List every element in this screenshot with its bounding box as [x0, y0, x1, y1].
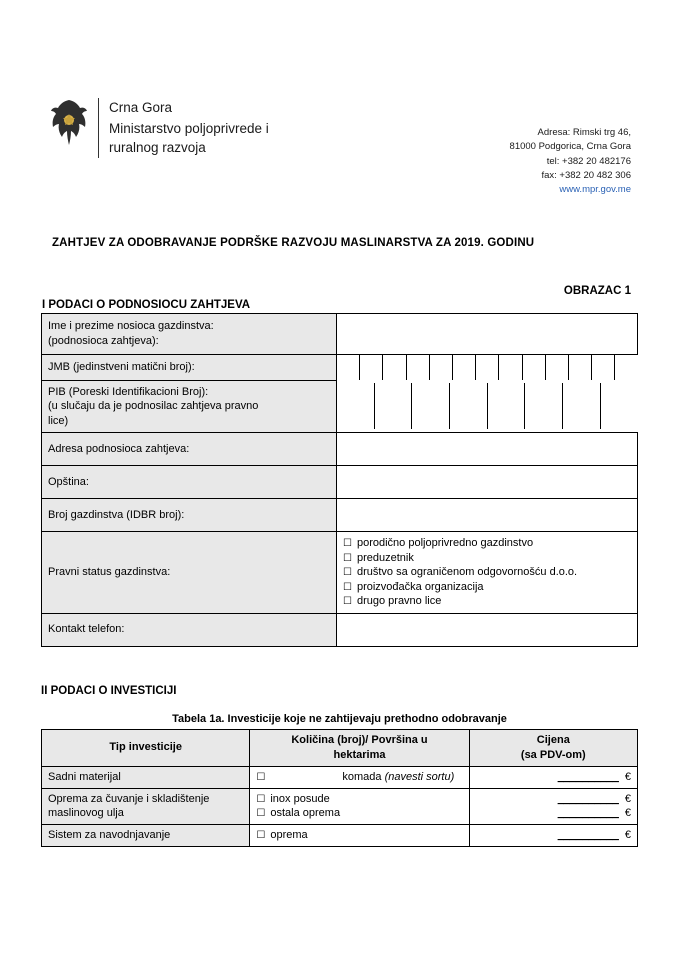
column-header-quantity [250, 730, 469, 767]
country-name: Crna Gora [109, 100, 173, 115]
pib-digit-6[interactable] [525, 383, 563, 429]
table-row-municipality [42, 466, 638, 499]
table-row-name [42, 314, 638, 355]
label-pib-line-2: (u slučaju da je podnosilac zahtjeva pravno [48, 400, 259, 413]
price-input-blank[interactable]: __________ [557, 829, 619, 842]
fax: fax: +382 20 482 306 [541, 169, 631, 181]
coat-of-arms-icon [48, 98, 90, 150]
pib-digit-3[interactable] [412, 383, 450, 429]
field-jmb[interactable] [337, 355, 638, 381]
jmb-digit-12[interactable] [592, 355, 615, 380]
label-full-name [42, 314, 337, 355]
legal-status-option-2[interactable] [343, 551, 631, 566]
jmb-digit-13[interactable] [615, 355, 637, 380]
table-row-address [42, 433, 638, 466]
investment-type-storage-equipment [42, 788, 250, 825]
jmb-digit-boxes[interactable] [337, 355, 638, 380]
jmb-digit-10[interactable] [546, 355, 569, 380]
pib-digit-5[interactable] [488, 383, 526, 429]
field-address[interactable] [337, 433, 638, 466]
checkbox-icon[interactable]: ☐ [343, 581, 352, 593]
applicant-data-table [41, 313, 638, 647]
investment-type-storage-line-1: Oprema za čuvanje i skladištenje [48, 792, 210, 805]
table-row-legal-status [42, 532, 638, 614]
document-header [48, 98, 631, 197]
label-pib-line-1: PIB (Poreski Identifikacioni Broj): [48, 385, 209, 398]
checkbox-icon[interactable]: ☐ [256, 771, 266, 783]
table-row [42, 766, 638, 788]
jmb-digit-7[interactable] [476, 355, 499, 380]
checkbox-icon[interactable]: ☐ [343, 596, 352, 608]
jmb-digit-1[interactable] [337, 355, 360, 380]
column-header-quantity-line-1: Količina (broj)/ Površina u [291, 734, 428, 746]
pib-digit-4[interactable] [450, 383, 488, 429]
legal-status-label-1: porodično poljoprivredno gazdinstvo [356, 537, 534, 550]
pib-digit-boxes[interactable] [337, 383, 638, 429]
contact-block [510, 126, 631, 197]
label-address: Adresa podnosioca zahtjeva: [42, 433, 337, 466]
jmb-digit-2[interactable] [360, 355, 383, 380]
checkbox-icon[interactable]: ☐ [343, 552, 352, 564]
brand-block [48, 98, 269, 158]
table-row [42, 788, 638, 825]
legal-status-option-3[interactable] [343, 565, 631, 580]
currency-symbol: € [624, 829, 631, 842]
field-pib[interactable] [337, 380, 638, 433]
table-row-idbr [42, 499, 638, 532]
label-municipality: Opština: [42, 466, 337, 499]
currency-symbol: € [624, 792, 631, 805]
pib-digit-2[interactable] [375, 383, 413, 429]
label-full-name-line-1: Ime i prezime nosioca gazdinstva: [48, 320, 214, 333]
table-header-row [42, 730, 638, 767]
table-row [42, 825, 638, 847]
price-storage-equipment[interactable] [469, 788, 637, 825]
brand-text [109, 98, 269, 158]
field-full-name[interactable] [337, 314, 638, 355]
label-jmb: JMB (jedinstveni matični broj): [42, 355, 337, 381]
legal-status-label-3: društvo sa ograničenom odgovornošću d.o.o. [356, 566, 578, 579]
legal-status-label-5: drugo pravno lice [356, 595, 442, 608]
table-1a-caption: Tabela 1a. Investicije koje ne zahtijevaju prethodno odobravanje [172, 713, 507, 725]
storage-option-1[interactable] [256, 792, 462, 807]
pib-digit-8[interactable] [601, 383, 638, 429]
column-header-type: Tip investicije [42, 730, 250, 767]
column-header-price-line-1: Cijena [536, 734, 570, 746]
ministry-line-2: ruralnog razvoja [109, 140, 206, 156]
quantity-hint: (navesti sortu) [384, 770, 455, 783]
legal-status-label-2: preduzetnik [356, 551, 414, 564]
table-row-phone [42, 613, 638, 646]
irrigation-option-1[interactable] [256, 828, 462, 843]
price-input-blank[interactable]: __________ [557, 792, 619, 805]
column-header-quantity-line-2: hektarima [333, 748, 386, 761]
section-2-heading: II PODACI O INVESTICIJI [41, 685, 177, 697]
jmb-digit-4[interactable] [407, 355, 430, 380]
label-idbr: Broj gazdinstva (IDBR broj): [42, 499, 337, 532]
form-code: OBRAZAC 1 [563, 285, 631, 297]
storage-option-label-1: inox posude [270, 792, 330, 805]
page-title: ZAHTJEV ZA ODOBRAVANJE PODRŠKE RAZVOJU MASLINARSTVA ZA 2019. GODINU [52, 237, 535, 249]
price-input-blank[interactable]: __________ [557, 770, 619, 783]
legal-status-option-4[interactable] [343, 580, 631, 595]
address-line-1: Adresa: Rimski trg 46, [537, 127, 631, 138]
investment-type-irrigation: Sistem za navodnjavanje [42, 825, 250, 847]
storage-option-2[interactable] [256, 806, 462, 821]
checkbox-icon[interactable]: ☐ [256, 808, 266, 820]
quantity-storage-equipment[interactable] [250, 788, 469, 825]
jmb-digit-8[interactable] [499, 355, 522, 380]
legal-status-option-1[interactable] [343, 536, 631, 551]
label-full-name-line-2: (podnosioca zahtjeva): [48, 335, 159, 347]
column-header-price [469, 730, 637, 767]
pib-digit-7[interactable] [563, 383, 601, 429]
jmb-digit-6[interactable] [453, 355, 476, 380]
ministry-line-1: Ministarstvo poljoprivrede i [109, 120, 269, 136]
section-1-heading: I PODACI O PODNOSIOCU ZAHTJEVA [42, 299, 251, 311]
investment-type-storage-line-2: maslinovog ulja [48, 807, 124, 820]
quantity-unit-label: komada [342, 770, 382, 783]
legal-status-option-5[interactable] [343, 594, 631, 609]
price-input-blank[interactable]: __________ [557, 807, 619, 820]
jmb-digit-3[interactable] [383, 355, 406, 380]
investment-table [41, 729, 638, 847]
quantity-irrigation[interactable] [250, 825, 469, 847]
field-legal-status[interactable] [337, 532, 638, 614]
checkbox-icon[interactable]: ☐ [256, 830, 266, 842]
field-idbr[interactable] [337, 499, 638, 532]
quantity-planting-material[interactable] [250, 766, 469, 788]
checkbox-icon[interactable]: ☐ [343, 538, 352, 550]
label-pib-line-3: lice) [48, 414, 69, 427]
label-phone: Kontakt telefon: [42, 613, 337, 646]
currency-symbol: € [624, 770, 631, 783]
website-link[interactable]: www.mpr.gov.me [559, 184, 631, 195]
pib-digit-1[interactable] [337, 383, 375, 429]
brand-divider [98, 98, 99, 158]
investment-type-planting-material: Sadni materijal [42, 766, 250, 788]
jmb-digit-11[interactable] [569, 355, 592, 380]
jmb-digit-5[interactable] [430, 355, 453, 380]
table-row-jmb [42, 355, 638, 381]
checkbox-icon[interactable]: ☐ [256, 793, 266, 805]
irrigation-option-label-1: oprema [270, 829, 308, 842]
label-pib [42, 380, 337, 433]
jmb-digit-9[interactable] [523, 355, 546, 380]
address-line-2: 81000 Podgorica, Crna Gora [509, 141, 631, 153]
field-phone[interactable] [337, 613, 638, 646]
label-legal-status: Pravni status gazdinstva: [42, 532, 337, 614]
telephone: tel: +382 20 482176 [546, 155, 631, 167]
column-header-price-line-2: (sa PDV-om) [520, 748, 586, 761]
storage-option-label-2: ostala oprema [270, 807, 341, 820]
currency-symbol: € [624, 807, 631, 820]
table-row-pib [42, 380, 638, 433]
legal-status-label-4: proizvođačka organizacija [356, 580, 484, 593]
price-planting-material[interactable] [469, 766, 637, 788]
price-irrigation[interactable] [469, 825, 637, 847]
field-municipality[interactable] [337, 466, 638, 499]
checkbox-icon[interactable]: ☐ [343, 567, 352, 579]
